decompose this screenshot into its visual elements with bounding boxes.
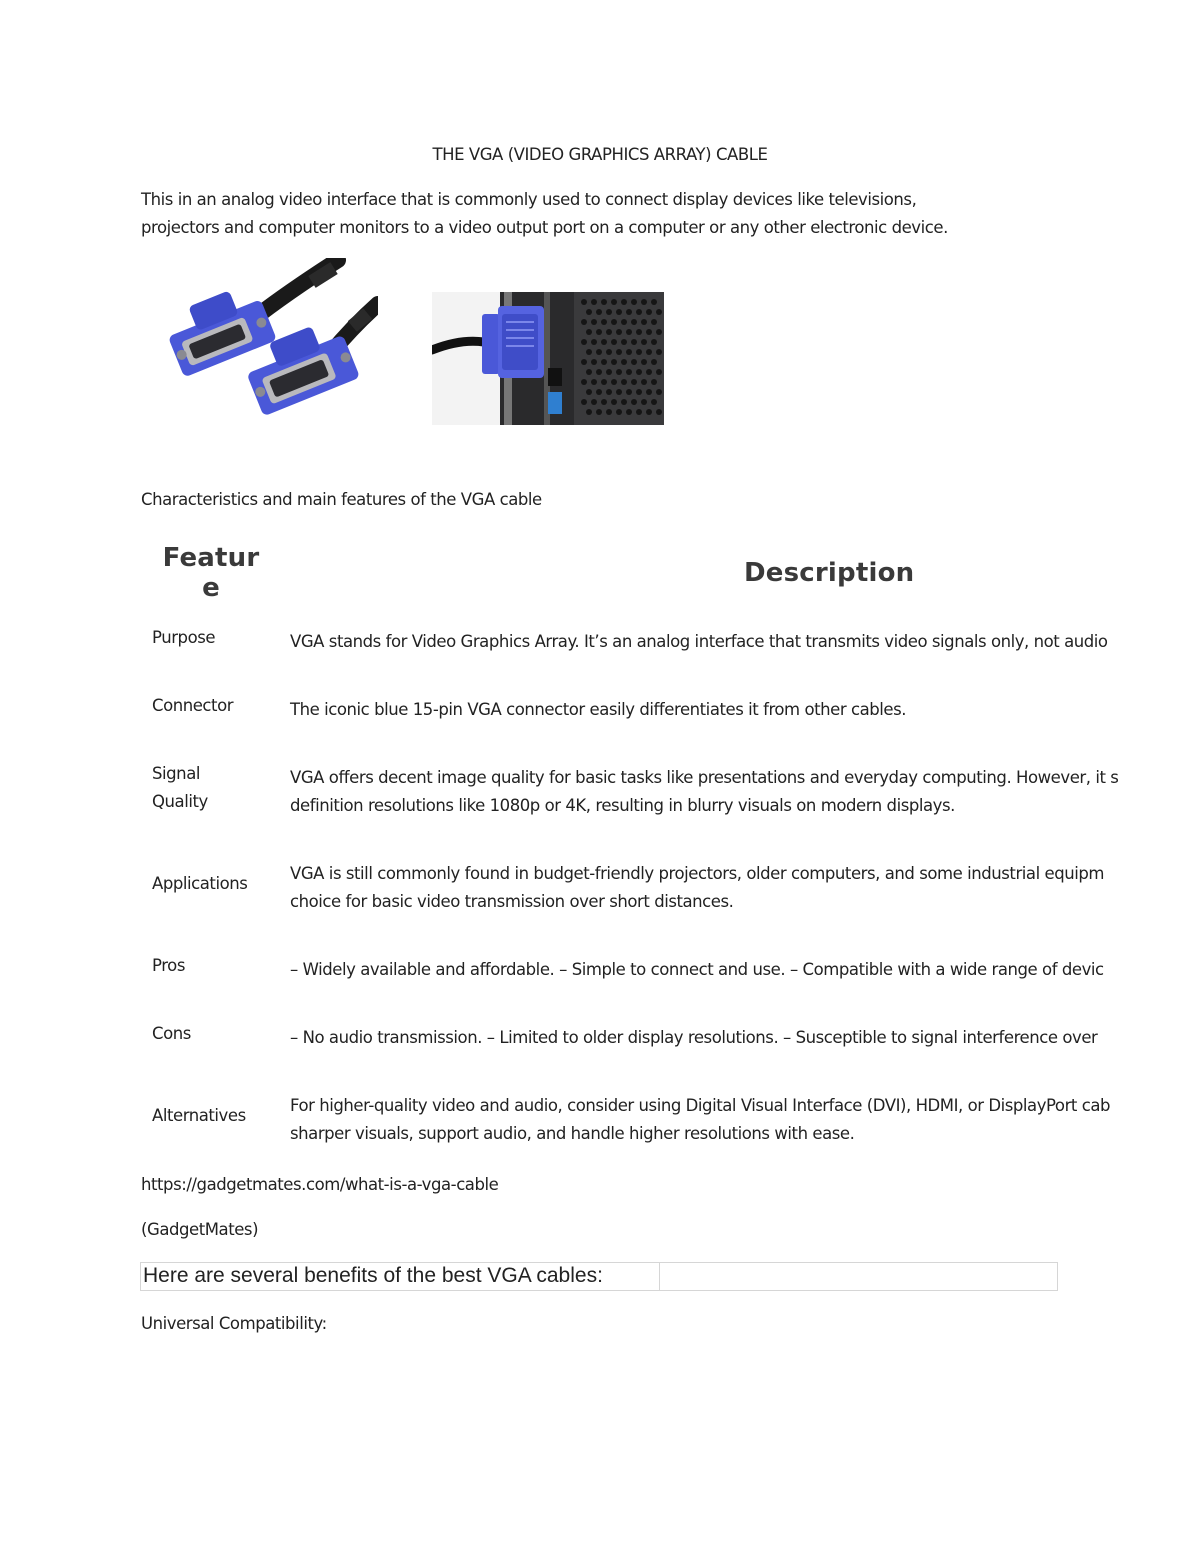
description-signal-quality-line-2: definition resolutions like 1080p or 4K, resulting in blurry visuals on modern displays. [290,796,955,815]
intro-line-1: This in an analog video interface that is commonly used to connect display devices like televisions, [141,190,917,209]
feature-connector: Connector [152,696,234,715]
table-header-feature-line-1: Featur [162,543,260,573]
description-purpose: VGA stands for Video Graphics Array. It’s an analog interface that transmits video signals only, not audio [290,632,1108,651]
vga-connectors-image [160,258,378,418]
feature-cons: Cons [152,1024,191,1043]
table-header-feature [152,543,270,603]
description-alternatives-line-1: For higher-quality video and audio, consider using Digital Visual Interface (DVI), HDMI, or DisplayPort cab [290,1096,1111,1115]
feature-alternatives: Alternatives [152,1106,246,1125]
description-pros: – Widely available and affordable. – Simple to connect and use. – Compatible with a wide range of devic [290,960,1104,979]
document-title: THE VGA (VIDEO GRAPHICS ARRAY) CABLE [432,145,768,164]
feature-purpose: Purpose [152,628,216,647]
description-signal-quality-line-1: VGA offers decent image quality for basic tasks like presentations and everyday computing. However, it s [290,768,1119,787]
description-applications-line-2: choice for basic video transmission over short distances. [290,892,734,911]
feature-signal-quality-line-2: Quality [152,792,208,811]
intro-line-2: projectors and computer monitors to a video output port on a computer or any other electronic device. [141,218,948,237]
description-alternatives-line-2: sharper visuals, support audio, and handle higher resolutions with ease. [290,1124,855,1143]
reference-url[interactable]: https://gadgetmates.com/what-is-a-vga-cable [141,1175,499,1194]
section-caption: Characteristics and main features of the VGA cable [141,490,542,509]
table-header-feature-line-2: e [202,573,220,603]
table-header-description: Description [744,558,915,588]
benefits-heading: Here are several benefits of the best VGA cables: [143,1264,603,1287]
feature-applications: Applications [152,874,248,893]
description-applications-line-1: VGA is still commonly found in budget-friendly projectors, older computers, and some industrial equipm [290,864,1105,883]
feature-signal-quality-line-1: Signal [152,764,200,783]
subheading-universal-compatibility: Universal Compatibility: [141,1314,327,1333]
reference-source: (GadgetMates) [141,1220,259,1239]
description-connector: The iconic blue 15-pin VGA connector easily differentiates it from other cables. [290,700,907,719]
feature-pros: Pros [152,956,185,975]
vga-plugged-computer-image [432,292,664,425]
description-cons: – No audio transmission. – Limited to older display resolutions. – Susceptible to signal interference over [290,1028,1098,1047]
